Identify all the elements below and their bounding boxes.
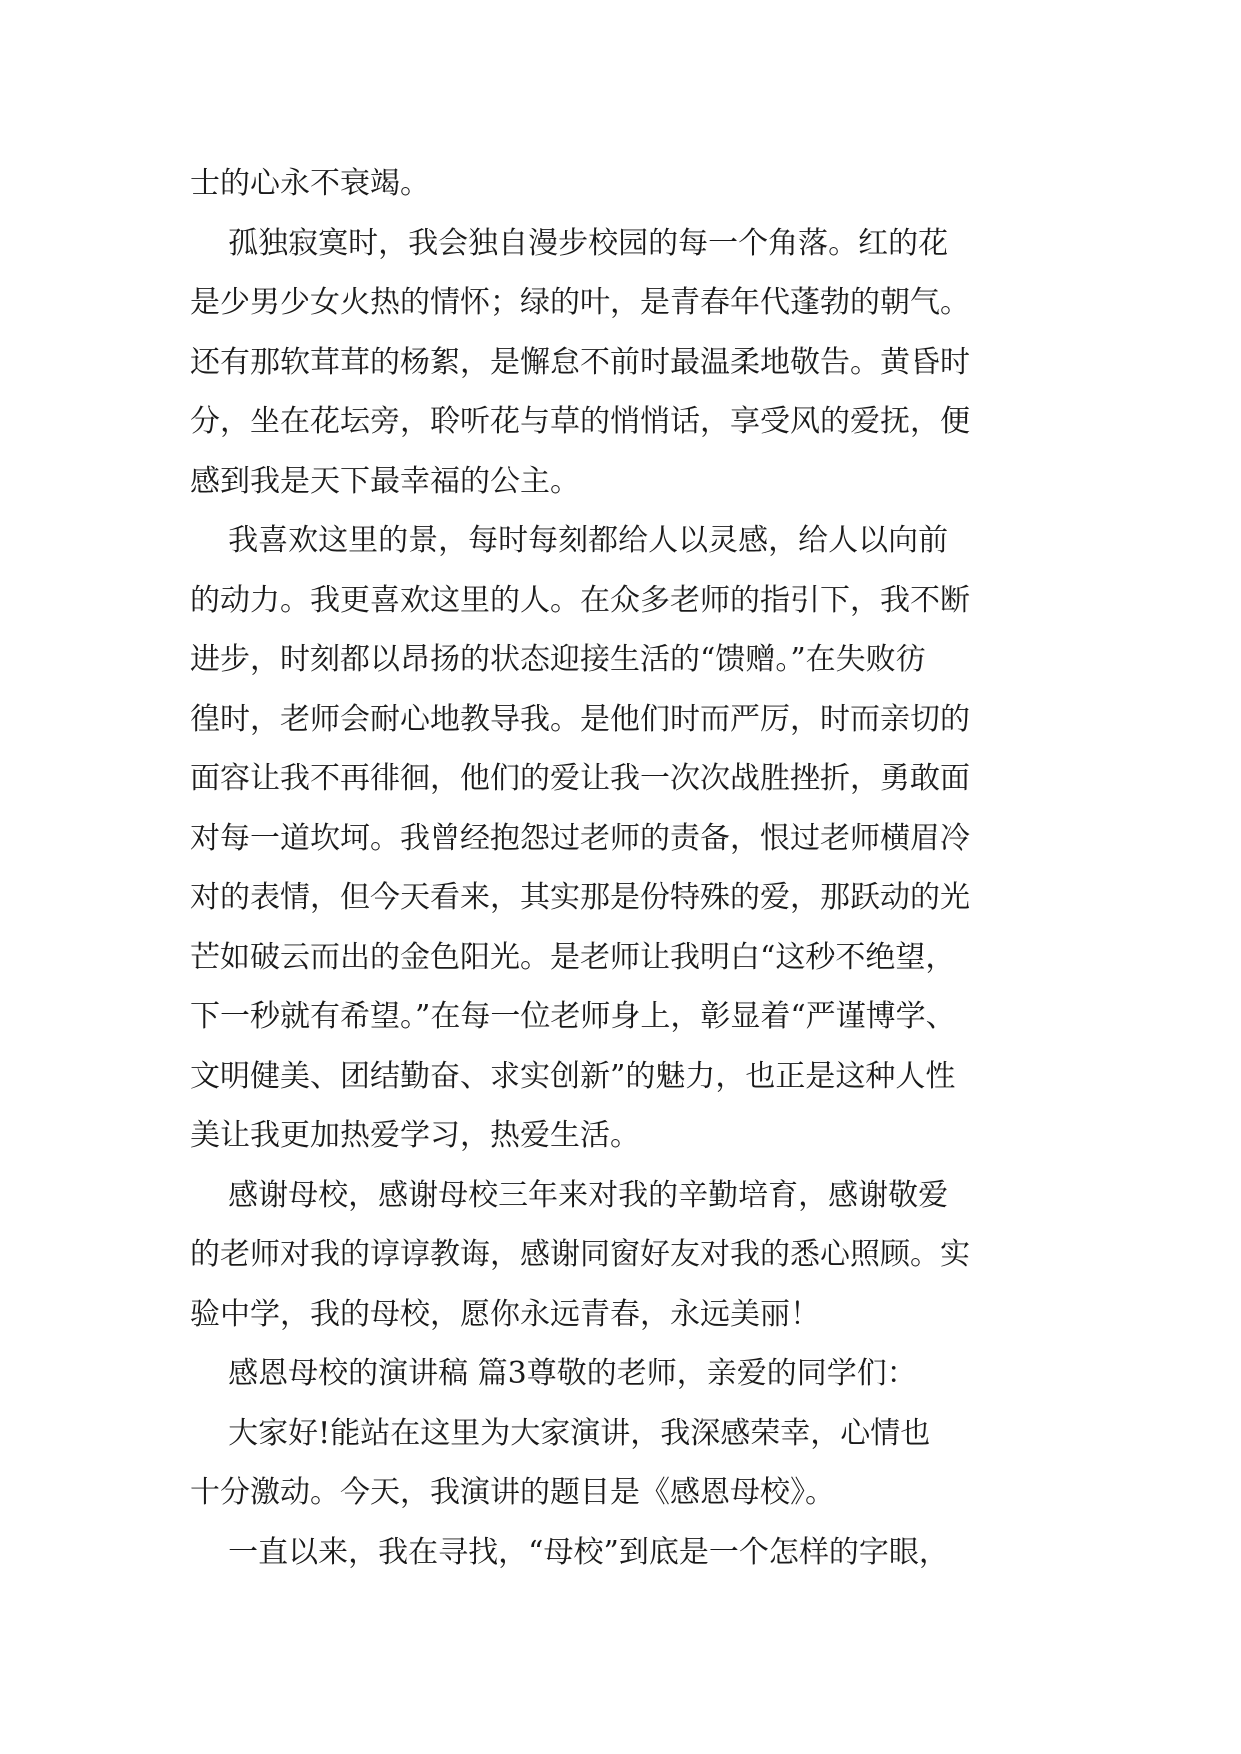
text-line: 分，坐在花坛旁，聆听花与草的悄悄话，享受风的爱抚，便 [190,404,970,439]
text-line: 我喜欢这里的景，每时每刻都给人以灵感，给人以向前 [190,523,949,558]
text-line: 验中学，我的母校，愿你永远青春，永远美丽！ [190,1296,820,1332]
text-line: 美让我更加热爱学习，热爱生活。 [190,1118,640,1153]
text-line: 感到我是天下最幸福的公主。 [190,463,580,499]
text-line: 十分激动。今天，我演讲的题目是《感恩母校》。 [190,1475,835,1510]
section-heading-line: 感恩母校的演讲稿 篇3尊敬的老师，亲爱的同学们： [190,1356,917,1391]
text-line: 面容让我不再徘徊，他们的爱让我一次次战胜挫折，勇敢面 [190,761,970,796]
text-line: 大家好!能站在这里为大家演讲，我深感荣幸，心情也 [190,1415,931,1451]
text-line: 对每一道坎坷。我曾经抱怨过老师的责备，恨过老师横眉冷 [190,820,970,856]
text-line: 是少男少女火热的情怀；绿的叶，是青春年代蓬勃的朝气。 [190,285,970,320]
text-line: 感谢母校，感谢母校三年来对我的辛勤培育，感谢敬爱 [190,1177,949,1213]
speech-text [190,154,1070,1582]
text-line: 的老师对我的谆谆教诲，感谢同窗好友对我的悉心照顾。实 [190,1237,970,1272]
text-line: 的动力。我更喜欢这里的人。在众多老师的指引下，我不断 [190,582,970,618]
text-line: 芒如破云而出的金色阳光。是老师让我明白“这秒不绝望， [190,939,956,975]
text-line: 进步，时刻都以昂扬的状态迎接生活的“馈赠。”在失败彷 [190,642,926,677]
text-line: 下一秒就有希望。”在每一位老师身上，彰显着“严谨博学、 [190,999,956,1034]
text-line: 一直以来，我在寻找，“母校”到底是一个怎样的字眼， [190,1534,949,1570]
text-line: 士的心永不衰竭。 [190,166,430,201]
text-line: 对的表情，但今天看来，其实那是份特殊的爱，那跃动的光 [190,880,970,915]
text-line: 文明健美、团结勤奋、求实创新”的魅力，也正是这种人性 [190,1058,956,1094]
text-line: 还有那软茸茸的杨絮，是懈怠不前时最温柔地敬告。黄昏时 [190,344,970,380]
text-line: 孤独寂寞时，我会独自漫步校园的每一个角落。红的花 [190,225,949,261]
text-line: 徨时，老师会耐心地教导我。是他们时而严厉，时而亲切的 [190,701,970,737]
